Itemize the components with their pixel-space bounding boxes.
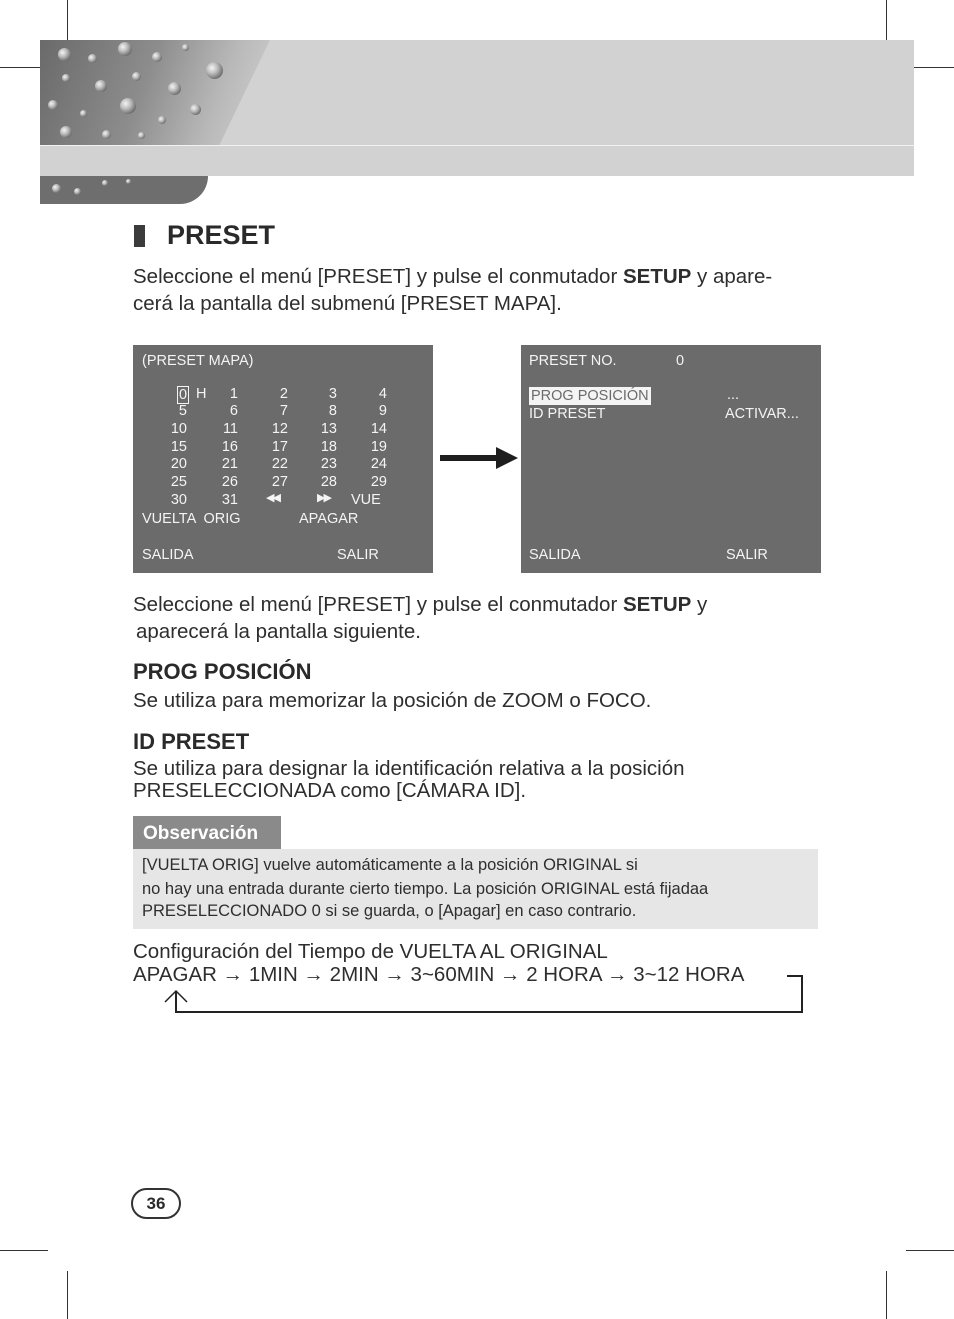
osd-preset-cell: 27 (271, 474, 288, 490)
osd-preset-cell: 26 (221, 474, 238, 490)
osd-id-preset: ID PRESET (529, 406, 606, 422)
osd-preset-cell: 20 (170, 456, 187, 472)
osd-preset-cell: 14 (370, 421, 387, 437)
page-number: 36 (131, 1188, 181, 1219)
prog-heading: PROG POSICIÓN (133, 659, 312, 684)
osd-salir: SALIR (337, 547, 379, 563)
intro-line-1: Seleccione el menú [PRESET] y pulse el conmutador SETUP y apare- (133, 265, 773, 288)
osd-preset-cell: 3 (328, 386, 337, 402)
para2-line-1: Seleccione el menú [PRESET] y pulse el conmutador SETUP y (133, 593, 708, 616)
header-band-lower (40, 146, 914, 176)
note-line-1: [VUELTA ORIG] vuelve automáticamente a la posición ORIGINAL si (142, 856, 638, 874)
section-marker (134, 225, 145, 247)
osd-preset-cell: 31 (221, 492, 238, 508)
osd-apagar: APAGAR (299, 511, 359, 527)
osd-map-title: (PRESET MAPA) (142, 353, 254, 369)
osd-preset-cell: 1 (229, 386, 238, 402)
osd-preset-setup-screen (521, 345, 821, 573)
prog-text: Se utiliza para memorizar la posición de ZOOM o FOCO. (133, 689, 652, 712)
osd-preset-cell: 8 (328, 403, 337, 419)
osd-salir: SALIR (726, 547, 768, 563)
osd-preset-cell: 23 (320, 456, 337, 472)
config-sequence: APAGAR → 1MIN → 2MIN → 3~60MIN → 2 HORA → 3~12 HORA (133, 963, 745, 986)
osd-preset-cell: 11 (222, 421, 238, 437)
rewind-icon: ◀◀ (266, 492, 279, 504)
osd-vuelta-orig: VUELTA ORIG (142, 511, 241, 527)
osd-preset-cell: 30 (170, 492, 187, 508)
osd-preset-cell: 15 (170, 439, 187, 455)
osd-preset-cell: 21 (221, 456, 238, 472)
osd-preset-cell: 18 (320, 439, 337, 455)
header-tab (40, 176, 208, 204)
crop-mark (886, 1271, 887, 1319)
osd-salida: SALIDA (142, 547, 194, 563)
osd-preset-cell: 12 (271, 421, 288, 437)
osd-preset-cell: 7 (279, 403, 288, 419)
osd-preset-cell: 29 (370, 474, 387, 490)
note-box (133, 849, 818, 929)
osd-preset-cell: 19 (370, 439, 387, 455)
osd-preset-cell: 17 (271, 439, 288, 455)
osd-preset-cell: 5 (178, 403, 187, 419)
crop-mark (0, 1250, 48, 1251)
para2-line-2: aparecerá la pantalla siguiente. (136, 620, 421, 643)
osd-preset-cell: 6 (229, 403, 238, 419)
osd-home-label: H (196, 386, 207, 402)
osd-prog-value: ... (727, 387, 740, 403)
note-label: Observación (133, 816, 281, 849)
idpreset-line-1: Se utiliza para designar la identificación relativa a la posición (133, 757, 685, 780)
fast-forward-icon: ▶▶ (317, 492, 330, 504)
section-title: PRESET (167, 220, 276, 250)
crop-mark (906, 1250, 954, 1251)
loop-back-arrow-icon (160, 972, 806, 1016)
osd-preset-cell: 16 (221, 439, 238, 455)
osd-current-preset: 0 (179, 387, 188, 403)
osd-preset-no-label: PRESET NO. (529, 353, 617, 369)
osd-preset-cell: 22 (271, 456, 288, 472)
osd-prog-posicion: PROG POSICIÓN (531, 388, 649, 404)
osd-salida: SALIDA (529, 547, 581, 563)
config-title: Configuración del Tiempo de VUELTA AL ORIGINAL (133, 940, 608, 963)
osd-preset-cell: 25 (170, 474, 187, 490)
osd-id-value: ACTIVAR... (725, 406, 799, 422)
idpreset-heading: ID PRESET (133, 729, 250, 754)
arrow-right-icon (440, 447, 518, 469)
osd-preset-cell: 24 (370, 456, 387, 472)
idpreset-line-2: PRESELECCIONADA como [CÁMARA ID]. (133, 779, 527, 802)
osd-preset-no-value: 0 (676, 353, 685, 369)
osd-vue-label: VUE (351, 492, 381, 508)
osd-preset-map-screen (133, 345, 433, 573)
note-line-2: no hay una entrada durante cierto tiempo. La posición ORIGINAL está fijadaa (142, 880, 709, 898)
osd-preset-cell: 28 (320, 474, 337, 490)
note-line-3: PRESELECCIONADO 0 si se guarda, o [Apagar] en caso contrario. (142, 902, 637, 920)
crop-mark (67, 1271, 68, 1319)
osd-preset-cell: 4 (378, 386, 387, 402)
intro-line-2: cerá la pantalla del submenú [PRESET MAPA]. (133, 292, 562, 315)
osd-preset-cell: 2 (279, 386, 288, 402)
osd-preset-cell: 10 (170, 421, 187, 437)
osd-preset-cell: 9 (378, 403, 387, 419)
osd-preset-cell: 13 (320, 421, 337, 437)
